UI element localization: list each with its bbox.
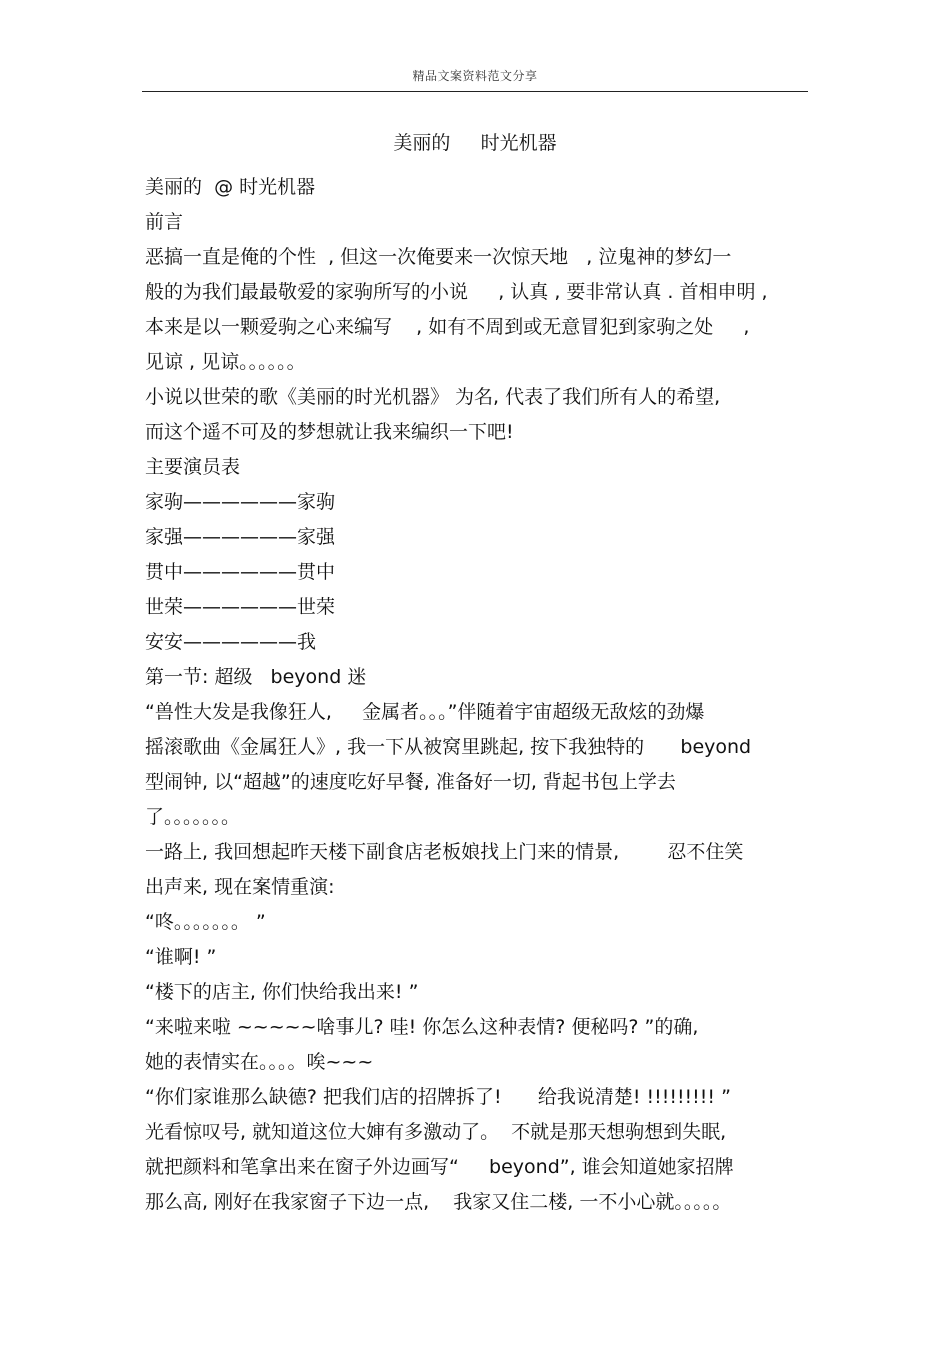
dialogue-line: “你们家谁那么缺德? 把我们店的招牌拆了! 给我说清楚! !!!!!!!!! ”	[145, 1086, 731, 1108]
cast-item: 家强——————家强	[145, 526, 336, 548]
dialogue-line: “咚。。。。。。。 ”	[145, 911, 266, 933]
text-line: 摇滚歌曲《金属狂人》, 我一下从被窝里跳起, 按下我独特的 beyond	[145, 736, 752, 758]
cast-item: 世荣——————世荣	[145, 596, 336, 618]
text-line: 她的表情实在。。。。唉~~~	[145, 1051, 374, 1073]
header-divider	[142, 91, 808, 92]
text-line: 型闹钟, 以“超越”的速度吃好早餐, 准备好一切, 背起书包上学去	[145, 771, 676, 793]
cast-item: 家驹——————家驹	[145, 491, 336, 513]
subtitle-line: 美丽的 @ 时光机器	[145, 176, 316, 198]
document-title: 美丽的 时光机器	[393, 132, 557, 154]
dialogue-line: “谁啊! ”	[145, 946, 217, 968]
cast-heading: 主要演员表	[145, 456, 241, 478]
text-line: 恶搞一直是俺的个性 , 但这一次俺要来一次惊天地 , 泣鬼神的梦幻一	[145, 246, 732, 268]
section-heading: 第一节: 超级 beyond 迷	[145, 666, 367, 688]
cast-item: 贯中——————贯中	[145, 561, 336, 583]
text-line: “兽性大发是我像狂人, 金属者。。。”伴随着宇宙超级无敌炫的劲爆	[145, 701, 705, 723]
dialogue-line: “来啦来啦 ~~~~~啥事儿? 哇! 你怎么这种表情? 便秘吗? ”的确,	[145, 1016, 699, 1038]
dialogue-line: “楼下的店主, 你们快给我出来! ”	[145, 981, 419, 1003]
text-line: 而这个遥不可及的梦想就让我来编织一下吧!	[145, 421, 514, 443]
text-line: 一路上, 我回想起昨天楼下副食店老板娘找上门来的情景, 忍不住笑	[145, 841, 744, 863]
text-line: 本来是以一颗爱驹之心来编写 , 如有不周到或无意冒犯到家驹之处 ,	[145, 316, 750, 338]
text-line: 出声来, 现在案情重演:	[145, 876, 335, 898]
text-line: 般的为我们最最敬爱的家驹所写的小说 , 认真 , 要非常认真 . 首相申明 ,	[145, 281, 768, 303]
document-body	[145, 172, 825, 1222]
text-line: 见谅 , 见谅。。。。。。	[145, 351, 306, 373]
text-line: 就把颜料和笔拿出来在窗子外边画写“ beyond”, 谁会知道她家招牌	[145, 1156, 734, 1178]
cast-item: 安安——————我	[145, 631, 317, 653]
text-line: 了。。。。。。。	[145, 806, 241, 828]
text-line: 光看惊叹号, 就知道这位大婶有多激动了。 不就是那天想驹想到失眠,	[145, 1121, 727, 1143]
text-line: 那么高, 刚好在我家窗子下边一点, 我家又住二楼, 一不小心就。。。。。	[145, 1191, 732, 1213]
text-line: 小说以世荣的歌《美丽的时光机器》 为名, 代表了我们所有人的希望,	[145, 386, 721, 408]
preface-heading: 前言	[145, 211, 184, 233]
page-header: 精品文案资料范文分享	[412, 69, 538, 83]
